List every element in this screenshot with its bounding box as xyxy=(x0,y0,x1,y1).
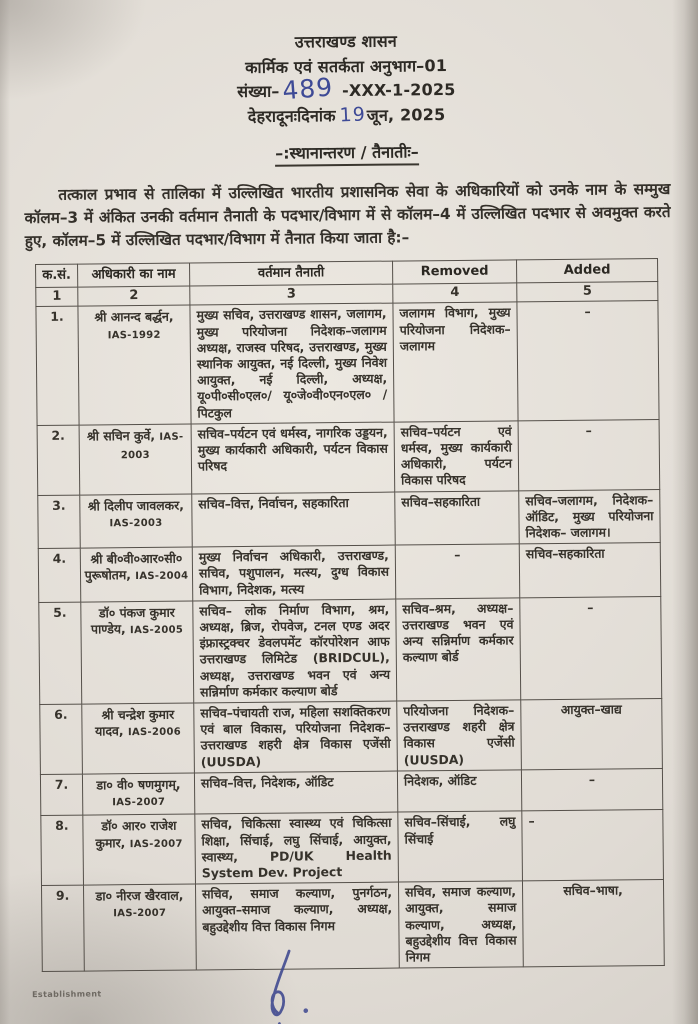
ref-number-prefix: संख्या– xyxy=(237,81,280,102)
added-posting: – xyxy=(518,419,660,490)
col-header-removed: Removed xyxy=(393,260,517,284)
col-header-current-posting: वर्तमान तैनाती xyxy=(190,261,393,286)
officer-name: डॉ० आर० राजेश कुमार, xyxy=(95,817,177,850)
date-prefix: देहरादूनःदिनांक xyxy=(247,105,336,126)
handwritten-ref-number: 489 xyxy=(281,72,335,106)
letterhead xyxy=(0,27,696,132)
serial-number: 4. xyxy=(38,548,81,602)
current-posting: सचिव–वित्त, निदेशक, ऑडिट xyxy=(194,771,397,814)
removed-posting: – xyxy=(395,544,520,599)
establishment-label: Establishment xyxy=(31,989,102,1000)
column-number: 1 xyxy=(36,287,78,307)
officer-name-cell xyxy=(80,494,193,549)
removed-posting: सचिव–सिंचाई, लघु सिंचाई xyxy=(398,811,523,882)
handwritten-date: 19 xyxy=(339,102,367,127)
ref-number-suffix: -XXX-1-2025 xyxy=(341,79,456,101)
current-posting: मुख्य निर्वाचन अधिकारी, उत्तराखण्ड, सचिव, पशुपालन, मत्स्य, दुग्ध विकास विभाग, निदेशक, मत्स्य xyxy=(192,545,396,601)
serial-number: 7. xyxy=(40,774,82,816)
officer-batch: IAS-1992 xyxy=(107,329,161,341)
officer-batch: IAS-2003 xyxy=(109,517,163,530)
serial-number: 6. xyxy=(40,704,83,774)
current-posting: सचिव– लोक निर्माण विभाग, श्रम, अध्यक्ष, ब्रिज, रोपवेज, टनल एण्ड अदर इंफ्रास्ट्रक्चर डेवलपमेंट कॉरपोरेशन आफ उत्तराखण्ड लिमिटेड (BRIDCUL), अध्यक्ष, उत्तराखण्ड भवन एवं अन्य सन्निर्माण कर्मकार कल्याण बोर्ड xyxy=(193,599,397,703)
current-posting: सचिव, समाज कल्याण, पुनर्गठन, आयुक्त–समाज कल्याण, अध्यक्ष, बहुउद्देशीय वित्त विकास निगम xyxy=(195,882,399,970)
subject-heading-wrap xyxy=(0,138,696,170)
officer-batch: IAS-2007 xyxy=(112,796,166,809)
officer-name: श्री बी०वी०आर०सी० पुरूषोतम, xyxy=(84,550,183,583)
current-posting: सचिव, चिकित्सा स्वास्थ्य एवं चिकित्सा शिक्षा, सिंचाई, लघु सिंचाई, आयुक्त, स्वास्थ्य, PD/UK Health System Dev. Project xyxy=(195,812,399,884)
col-header-officer-name: अधिकारी का नाम xyxy=(78,263,190,287)
column-number: 4 xyxy=(393,283,517,303)
added-posting: – xyxy=(521,768,662,811)
officer-name-cell xyxy=(83,884,196,971)
added-posting: – xyxy=(517,301,659,421)
removed-posting: निदेशक, ऑडिट xyxy=(397,770,521,813)
table-row xyxy=(40,768,662,815)
officer-name-cell xyxy=(82,773,194,815)
date-suffix: जून, 2025 xyxy=(366,104,446,125)
serial-number: 2. xyxy=(37,425,80,495)
current-posting: सचिव–वित्त, निर्वाचन, सहकारिता xyxy=(192,492,396,548)
table-row xyxy=(41,880,664,972)
added-posting: आयुक्त–खाद्य xyxy=(521,699,663,770)
serial-number: 9. xyxy=(41,885,84,971)
section-title: कार्मिक एवं सतर्कता अनुभाग–01 xyxy=(245,55,448,77)
added-posting: – xyxy=(520,596,662,700)
page-footer xyxy=(32,976,698,1024)
officer-batch: IAS-2004 xyxy=(135,571,189,583)
officer-name: डॉ० पंकज कुमार पाण्डेय, xyxy=(90,604,175,637)
officer-batch: IAS-2006 xyxy=(127,726,182,739)
table-row xyxy=(41,810,664,886)
current-posting: सचिव–पर्यटन एवं धर्मस्व, नागरिक उड्डयन, मुख्य कार्यकारी अधिकारी, पर्यटन विकास परिषद xyxy=(191,422,395,494)
removed-posting: सचिव, समाज कल्याण, आयुक्त, समाज कल्याण, अध्यक्ष, बहुउद्देशीय वित्त विकास निगम xyxy=(398,881,523,968)
signature-mark xyxy=(244,947,329,1024)
serial-number: 8. xyxy=(41,815,84,885)
officer-batch: IAS-2005 xyxy=(129,624,184,637)
officer-name-cell xyxy=(82,703,195,774)
officer-batch: IAS-2003 xyxy=(120,431,184,462)
officer-name: श्री दिलीप जावलकर, xyxy=(87,497,184,514)
removed-posting: सचिव–सहकारिता xyxy=(395,491,520,546)
subject-heading: –:स्थानान्तरण / तैनातीः– xyxy=(275,140,419,166)
added-posting: – xyxy=(522,810,664,881)
removed-posting: परियोजना निदेशक– उत्तराखण्ड शहरी क्षेत्र विकास एजेंसी (UUSDA) xyxy=(397,700,522,771)
column-number: 2 xyxy=(78,286,190,306)
intro-paragraph: तत्काल प्रभाव से तालिका में उल्लिखित भारतीय प्रशासनिक सेवा के अधिकारियों को उनके नाम के सम्मुख कॉलम–3 में अंकित उनकी वर्तमान तैनाती के पदभार/विभाग में से कॉलम–4 में उल्लिखित पदभार से अवमुक्त करते हुए, कॉलम–5 में उल्लिखित पदभार/विभाग में तैनात किया जाता है:– xyxy=(24,179,671,251)
table-row xyxy=(37,419,660,495)
added-posting: सचिव–सहकारिता xyxy=(519,543,661,598)
removed-posting: जलागम विभाग, मुख्य परियोजना निदेशक– जलागम xyxy=(393,302,518,422)
table-row xyxy=(36,301,659,425)
officer-name-cell xyxy=(79,424,192,495)
table-row xyxy=(38,489,660,549)
officer-batch: IAS-2007 xyxy=(129,838,183,850)
added-posting: सचिव–जलागम, निदेशक– ऑडिट, मुख्य परियोजना निदेशक– जलागम। xyxy=(519,489,661,544)
officer-name: श्री आनन्द बर्द्धन, xyxy=(94,309,174,325)
current-posting: सचिव–पंचायती राज, महिला सशक्तिकरण एवं बाल विकास, परियोजना निदेशक– उत्तराखण्ड शहरी क्षेत्र विकास एजेंसी (UUSDA) xyxy=(194,701,398,773)
serial-number: 1. xyxy=(36,307,79,426)
table-row xyxy=(38,543,660,603)
transfer-table xyxy=(35,258,665,972)
col-header-sno: क.सं. xyxy=(36,264,78,288)
removed-posting: सचिव–श्रम, अध्यक्ष– उत्तराखण्ड भवन एवं अन्य सन्निर्माण कर्मकार कल्याण बोर्ड xyxy=(396,598,521,701)
officer-name: श्री सचिन कुर्वे, xyxy=(86,427,156,444)
officer-name-cell xyxy=(83,814,196,885)
serial-number: 3. xyxy=(38,495,81,549)
officer-name-cell xyxy=(80,547,193,602)
added-posting: सचिव–भाषा, xyxy=(522,880,664,967)
org-title: उत्तराखण्ड शासन xyxy=(294,31,398,52)
column-number: 3 xyxy=(190,284,393,305)
removed-posting: सचिव–पर्यटन एवं धर्मस्व, मुख्य कार्यकारी अधिकारी, पर्यटन विकास परिषद xyxy=(394,421,519,492)
column-number: 5 xyxy=(517,282,658,303)
officer-name: डा० नीरज खैरवाल, xyxy=(95,887,184,904)
officer-name: श्री चन्द्रेश कुमार यादव, xyxy=(94,706,175,739)
current-posting: मुख्य सचिव, उत्तराखण्ड शासन, जलागम, मुख्य परियोजना निदेशक–जलागम अध्यक्ष, राजस्व परिषद, उत्तराखण्ड, मुख्य स्थानिक आयुक्त, नई दिल्ली, मुख्य निवेश आयुक्त, नई दिल्ली, अध्यक्ष, यू०पी०सी०एल०/ यू०जे०वी०एन०एल० / पिटकुल xyxy=(190,303,394,423)
officer-name: डा० वी० षणमुगम्, xyxy=(96,776,181,793)
serial-number: 5. xyxy=(39,602,82,705)
col-header-added: Added xyxy=(517,259,658,284)
officer-name-cell xyxy=(81,601,194,704)
date-line xyxy=(0,100,696,131)
officer-batch: IAS-2007 xyxy=(113,908,167,920)
table-row xyxy=(40,699,663,775)
officer-name-cell xyxy=(78,305,191,424)
table-row xyxy=(39,596,662,704)
